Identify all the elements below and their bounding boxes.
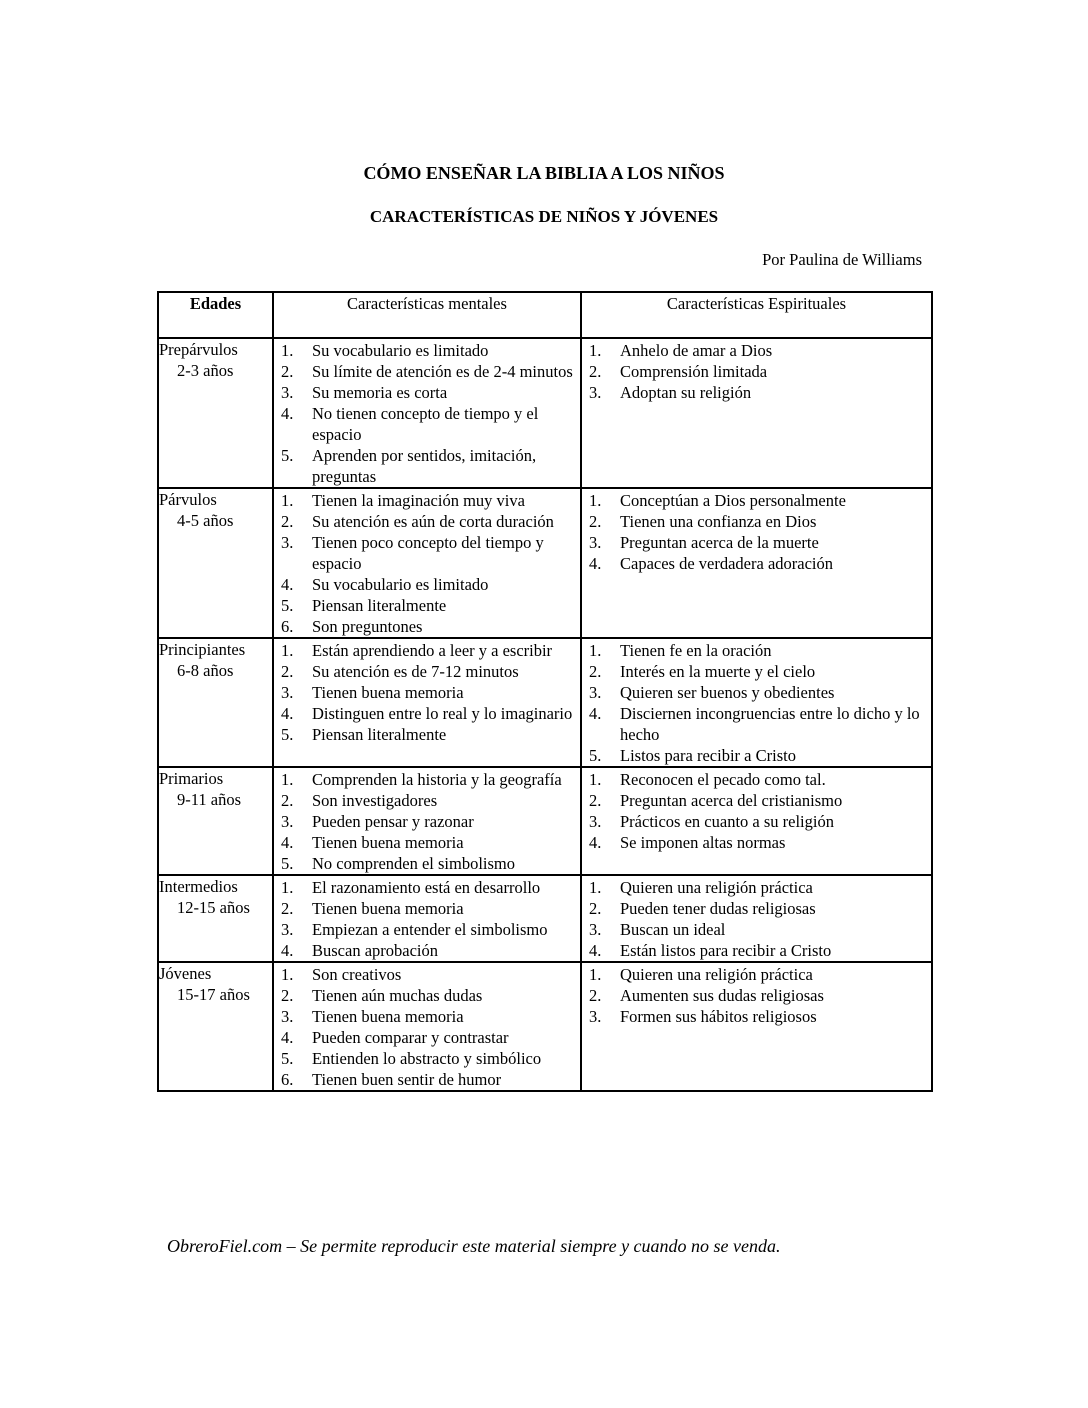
list-number: 2. bbox=[281, 362, 294, 381]
age-group-name: Jóvenes bbox=[159, 964, 212, 983]
list-text: Entienden lo abstracto y simbólico bbox=[312, 1049, 542, 1068]
list-item bbox=[274, 595, 578, 616]
mental-list bbox=[274, 768, 580, 874]
characteristics-table bbox=[157, 291, 933, 1092]
list-number: 2. bbox=[281, 791, 294, 810]
age-range: 12-15 años bbox=[177, 898, 250, 917]
list-item bbox=[274, 490, 578, 511]
list-text: Son investigadores bbox=[312, 791, 438, 810]
mental-cell bbox=[273, 962, 581, 1091]
list-text: Tienen buena memoria bbox=[312, 1007, 464, 1026]
age-cell bbox=[158, 338, 273, 488]
list-item bbox=[274, 640, 578, 661]
mental-cell bbox=[273, 338, 581, 488]
list-number: 1. bbox=[281, 341, 294, 360]
list-number: 4. bbox=[281, 1028, 294, 1047]
list-text: Prácticos en cuanto a su religión bbox=[620, 812, 834, 831]
list-text: Su atención es aún de corta duración bbox=[312, 512, 554, 531]
list-number: 6. bbox=[281, 617, 294, 636]
list-number: 3. bbox=[589, 920, 602, 939]
list-number: 1. bbox=[589, 491, 602, 510]
list-number: 3. bbox=[281, 533, 294, 552]
list-item bbox=[582, 553, 929, 574]
list-number: 5. bbox=[281, 596, 294, 615]
list-item bbox=[274, 724, 578, 745]
list-number: 1. bbox=[589, 878, 602, 897]
list-text: Tienen fe en la oración bbox=[620, 641, 772, 660]
header-ages: Edades bbox=[158, 292, 273, 338]
list-text: Formen sus hábitos religiosos bbox=[620, 1007, 817, 1026]
list-number: 4. bbox=[281, 404, 294, 423]
spiritual-cell bbox=[581, 767, 932, 875]
table-row bbox=[158, 338, 932, 488]
list-item bbox=[274, 403, 578, 445]
age-group-name: Principiantes bbox=[159, 640, 246, 659]
list-item bbox=[274, 1006, 578, 1027]
list-text: Tienen buena memoria bbox=[312, 833, 464, 852]
list-number: 2. bbox=[589, 362, 602, 381]
list-number: 2. bbox=[281, 512, 294, 531]
list-number: 3. bbox=[589, 683, 602, 702]
list-text: Su límite de atención es de 2-4 minutos bbox=[312, 362, 573, 381]
author-byline: Por Paulina de Williams bbox=[762, 250, 922, 269]
list-number: 5. bbox=[281, 446, 294, 465]
list-text: El razonamiento está en desarrollo bbox=[312, 878, 541, 897]
spiritual-list bbox=[582, 489, 931, 574]
age-range: 15-17 años bbox=[177, 985, 250, 1004]
list-number: 1. bbox=[281, 641, 294, 660]
mental-list bbox=[274, 876, 580, 961]
list-text: Pueden comparar y contrastar bbox=[312, 1028, 509, 1047]
list-text: Quieren una religión práctica bbox=[620, 965, 813, 984]
mental-list bbox=[274, 963, 580, 1090]
list-item bbox=[582, 919, 929, 940]
list-item bbox=[274, 790, 578, 811]
list-text: Piensan literalmente bbox=[312, 596, 447, 615]
list-number: 5. bbox=[281, 854, 294, 873]
list-item bbox=[274, 361, 578, 382]
age-group-name: Primarios bbox=[159, 769, 224, 788]
list-text: Capaces de verdadera adoración bbox=[620, 554, 834, 573]
list-number: 3. bbox=[281, 920, 294, 939]
mental-cell bbox=[273, 638, 581, 767]
list-number: 2. bbox=[281, 986, 294, 1005]
list-number: 1. bbox=[281, 491, 294, 510]
list-number: 5. bbox=[281, 725, 294, 744]
list-item bbox=[582, 745, 929, 766]
list-number: 2. bbox=[589, 986, 602, 1005]
list-number: 4. bbox=[589, 833, 602, 852]
spiritual-cell bbox=[581, 488, 932, 638]
list-number: 1. bbox=[281, 965, 294, 984]
list-number: 2. bbox=[281, 899, 294, 918]
list-number: 2. bbox=[281, 662, 294, 681]
list-text: Buscan un ideal bbox=[620, 920, 726, 939]
list-item bbox=[274, 532, 578, 574]
list-item bbox=[582, 490, 929, 511]
list-number: 3. bbox=[589, 383, 602, 402]
document-title: CÓMO ENSEÑAR LA BIBLIA A LOS NIÑOS bbox=[363, 163, 725, 183]
list-item bbox=[274, 1069, 578, 1090]
age-cell bbox=[158, 638, 273, 767]
list-number: 1. bbox=[281, 770, 294, 789]
table-row bbox=[158, 962, 932, 1091]
table-row bbox=[158, 767, 932, 875]
list-number: 4. bbox=[281, 704, 294, 723]
list-item bbox=[274, 616, 578, 637]
list-text: Reconocen el pecado como tal. bbox=[620, 770, 826, 789]
list-item bbox=[582, 832, 929, 853]
list-text: Adoptan su religión bbox=[620, 383, 752, 402]
list-item bbox=[274, 682, 578, 703]
list-item bbox=[274, 811, 578, 832]
list-item bbox=[582, 1006, 929, 1027]
age-range: 2-3 años bbox=[177, 361, 234, 380]
list-text: Tienen buena memoria bbox=[312, 899, 464, 918]
list-item bbox=[274, 445, 578, 487]
spiritual-cell bbox=[581, 875, 932, 962]
list-item bbox=[274, 853, 578, 874]
list-text: Tienen poco concepto del tiempo y espacio bbox=[312, 533, 544, 573]
list-text: Quieren ser buenos y obedientes bbox=[620, 683, 835, 702]
list-item bbox=[582, 511, 929, 532]
list-text: Su memoria es corta bbox=[312, 383, 448, 402]
table-body bbox=[158, 338, 932, 1091]
list-text: Tienen buen sentir de humor bbox=[312, 1070, 502, 1089]
list-number: 3. bbox=[589, 1007, 602, 1026]
list-text: Disciernen incongruencias entre lo dicho y lo hecho bbox=[620, 704, 920, 744]
list-item bbox=[582, 682, 929, 703]
list-number: 1. bbox=[589, 341, 602, 360]
age-cell bbox=[158, 962, 273, 1091]
list-text: Están listos para recibir a Cristo bbox=[620, 941, 832, 960]
list-item bbox=[582, 382, 929, 403]
list-text: Empiezan a entender el simbolismo bbox=[312, 920, 548, 939]
list-number: 4. bbox=[589, 704, 602, 723]
list-text: Preguntan acerca de la muerte bbox=[620, 533, 819, 552]
spiritual-list bbox=[582, 639, 931, 766]
list-number: 3. bbox=[589, 533, 602, 552]
list-text: Aumenten sus dudas religiosas bbox=[620, 986, 824, 1005]
age-range: 6-8 años bbox=[177, 661, 234, 680]
list-number: 4. bbox=[589, 941, 602, 960]
list-text: Interés en la muerte y el cielo bbox=[620, 662, 816, 681]
list-item bbox=[582, 898, 929, 919]
list-item bbox=[582, 964, 929, 985]
document-subtitle: CARACTERÍSTICAS DE NIÑOS Y JÓVENES bbox=[369, 207, 719, 226]
list-number: 1. bbox=[281, 878, 294, 897]
list-text: Preguntan acerca del cristianismo bbox=[620, 791, 843, 810]
list-number: 4. bbox=[281, 833, 294, 852]
age-cell bbox=[158, 875, 273, 962]
list-text: Quieren una religión práctica bbox=[620, 878, 813, 897]
list-text: Conceptúan a Dios personalmente bbox=[620, 491, 846, 510]
list-text: Distinguen entre lo real y lo imaginario bbox=[312, 704, 573, 723]
list-number: 6. bbox=[281, 1070, 294, 1089]
age-group-name: Párvulos bbox=[159, 490, 217, 509]
list-number: 5. bbox=[281, 1049, 294, 1068]
list-number: 2. bbox=[589, 791, 602, 810]
list-number: 4. bbox=[281, 575, 294, 594]
list-item bbox=[274, 1027, 578, 1048]
spiritual-cell bbox=[581, 338, 932, 488]
mental-list bbox=[274, 489, 580, 637]
list-text: Son preguntones bbox=[312, 617, 423, 636]
header-mental: Características mentales bbox=[273, 292, 581, 338]
list-item bbox=[274, 1048, 578, 1069]
list-number: 2. bbox=[589, 512, 602, 531]
list-item bbox=[582, 811, 929, 832]
list-item bbox=[582, 940, 929, 961]
list-text: Listos para recibir a Cristo bbox=[620, 746, 796, 765]
list-number: 5. bbox=[589, 746, 602, 765]
mental-cell bbox=[273, 488, 581, 638]
list-item bbox=[274, 919, 578, 940]
list-text: Su atención es de 7-12 minutos bbox=[312, 662, 519, 681]
age-cell bbox=[158, 767, 273, 875]
list-text: Tienen aún muchas dudas bbox=[312, 986, 483, 1005]
list-item bbox=[582, 877, 929, 898]
list-item bbox=[274, 985, 578, 1006]
age-group-name: Prepárvulos bbox=[159, 340, 238, 359]
list-text: Anhelo de amar a Dios bbox=[620, 341, 773, 360]
spiritual-list bbox=[582, 876, 931, 961]
list-item bbox=[274, 703, 578, 724]
list-text: Tienen buena memoria bbox=[312, 683, 464, 702]
table-row bbox=[158, 875, 932, 962]
list-text: Su vocabulario es limitado bbox=[312, 341, 489, 360]
list-item bbox=[582, 985, 929, 1006]
table-row bbox=[158, 488, 932, 638]
list-item bbox=[274, 964, 578, 985]
spiritual-list bbox=[582, 768, 931, 853]
list-text: Su vocabulario es limitado bbox=[312, 575, 489, 594]
list-item bbox=[274, 382, 578, 403]
mental-list bbox=[274, 339, 580, 487]
list-item bbox=[582, 790, 929, 811]
list-text: Tienen la imaginación muy viva bbox=[312, 491, 525, 510]
table-header-row bbox=[158, 292, 932, 338]
age-range: 4-5 años bbox=[177, 511, 234, 530]
table-row bbox=[158, 638, 932, 767]
list-number: 2. bbox=[589, 662, 602, 681]
spiritual-cell bbox=[581, 962, 932, 1091]
list-text: Comprensión limitada bbox=[620, 362, 768, 381]
list-item bbox=[274, 940, 578, 961]
list-number: 1. bbox=[589, 770, 602, 789]
list-text: Buscan aprobación bbox=[312, 941, 438, 960]
list-item bbox=[582, 361, 929, 382]
spiritual-list bbox=[582, 339, 931, 403]
list-text: Están aprendiendo a leer y a escribir bbox=[312, 641, 553, 660]
list-text: Comprenden la historia y la geografía bbox=[312, 770, 562, 789]
list-text: No comprenden el simbolismo bbox=[312, 854, 516, 873]
list-text: Aprenden por sentidos, imitación, preguntas bbox=[312, 446, 537, 486]
list-text: Son creativos bbox=[312, 965, 402, 984]
list-text: Tienen una confianza en Dios bbox=[620, 512, 817, 531]
list-item bbox=[582, 340, 929, 361]
list-text: Pueden pensar y razonar bbox=[312, 812, 474, 831]
age-group-name: Intermedios bbox=[159, 877, 238, 896]
list-number: 3. bbox=[281, 1007, 294, 1026]
list-item bbox=[582, 769, 929, 790]
list-item bbox=[274, 340, 578, 361]
list-item bbox=[274, 832, 578, 853]
list-item bbox=[582, 703, 929, 745]
list-number: 3. bbox=[281, 812, 294, 831]
list-item bbox=[582, 532, 929, 553]
list-item bbox=[582, 640, 929, 661]
list-item bbox=[274, 898, 578, 919]
age-range: 9-11 años bbox=[177, 790, 242, 809]
list-item bbox=[274, 769, 578, 790]
list-text: Se imponen altas normas bbox=[620, 833, 786, 852]
list-text: No tienen concepto de tiempo y el espacio bbox=[312, 404, 539, 444]
list-text: Piensan literalmente bbox=[312, 725, 447, 744]
age-cell bbox=[158, 488, 273, 638]
list-number: 1. bbox=[589, 965, 602, 984]
list-item bbox=[274, 661, 578, 682]
list-item bbox=[274, 877, 578, 898]
spiritual-cell bbox=[581, 638, 932, 767]
list-item bbox=[274, 574, 578, 595]
list-number: 1. bbox=[589, 641, 602, 660]
list-number: 4. bbox=[589, 554, 602, 573]
mental-list bbox=[274, 639, 580, 745]
mental-cell bbox=[273, 767, 581, 875]
list-number: 2. bbox=[589, 899, 602, 918]
footer-notice: ObreroFiel.com – Se permite reproducir este material siempre y cuando no se venda. bbox=[167, 1236, 781, 1256]
list-item bbox=[274, 511, 578, 532]
list-number: 3. bbox=[281, 383, 294, 402]
list-number: 3. bbox=[589, 812, 602, 831]
list-text: Pueden tener dudas religiosas bbox=[620, 899, 816, 918]
spiritual-list bbox=[582, 963, 931, 1027]
header-spiritual: Características Espirituales bbox=[581, 292, 932, 338]
list-item bbox=[582, 661, 929, 682]
list-number: 3. bbox=[281, 683, 294, 702]
list-number: 4. bbox=[281, 941, 294, 960]
mental-cell bbox=[273, 875, 581, 962]
